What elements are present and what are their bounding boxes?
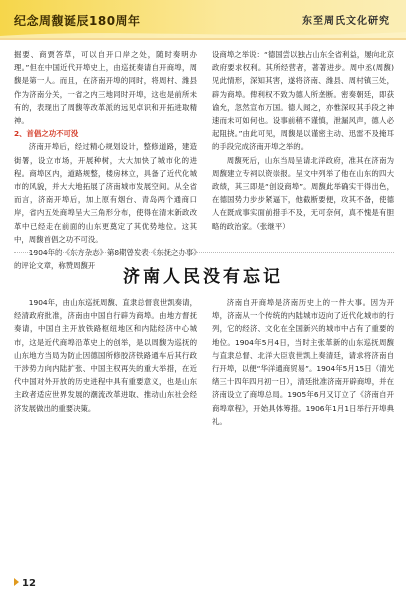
paragraph: 1904年的《东方杂志》第8期曾发表《东抚之办事》的评论文章，称赞周馥开 <box>14 248 197 271</box>
header-brand: 东至周氏文化研究 <box>302 16 390 27</box>
page-marker-icon <box>14 578 19 586</box>
paragraph: 设商埠之举说：“德国尝以独占山东全省利益，屡向北京政府要求权利。其所经营者，著著进步。周中丞(周馥)见此情形，深知其害，遂将济南、潍县、周村镇三处，辟为商埠。俾利权不致为德人所垄断。密奏朝廷，即获谕允，忽然宣布万国。德人闻之，亦惟深叹其手段之神速而未可如何也。设事前稍不谨慎，泄漏风声，德人必起阻挠。”由此可见，周馥是以谨密主动、迅雷不及掩耳的手段完成济南开埠之举的。 <box>212 50 394 152</box>
paragraph: 济南自开商埠是济南历史上的一件大事。因为开埠，济南从一个传统的内陆城市迈向了近代化城市的行列，它的经济、文化在全国新兴的城市中占有了重要的地位。1904年5月4日，当时主张革新的山东巡抚周馥与直隶总督、北洋大臣袁世凯上奏清廷，请求将济南自行开埠，以便“华洋通商贸易”。1904年5月15日（清光绪三十四年四月初一日），清廷批准济南开辟商埠，并在济南设立了商埠总局。1905年6月又订立了《济南自开商埠章程》，开始具体筹措。1906年1月1日举行开埠典礼。 <box>212 298 394 426</box>
paragraph: 掘要、商贾答草，可以自开口岸之处，随时奏明办理。”但在中国近代开埠史上，由巡抚奏请自开商埠，周馥是第一人。而且，在济南开埠的同时，将周村、潍县作为济南分关，一省之内三地同时开埠，这也是前所未有的，表现出了周馥等改革派的远见卓识和开拓进取精神。 <box>14 50 197 126</box>
section-divider <box>14 252 394 253</box>
paragraph: 1904年，由山东巡抚周馥、直隶总督袁世凯奏请，经清政府批准，济南由中国自行辟为商埠。由地方督抚奏请，中国自主开放铁路枢纽地区和内陆经济中心城市，这是近代商埠沿革史上的创举，是以周馥为巡抚的山东地方当局为防止因德国所修胶济铁路通车后其行政干涉势力向内陆扩张、中国主权再失的重大举措，在近代中国对外开放的历史进程中具有重要意义，也是山东主政者适应世界发展的潮流改革进取、推动山东社会经济发展做出的重要决策。 <box>14 298 197 413</box>
page-number-text: 12 <box>22 578 36 589</box>
header-title: 纪念周馥诞辰180周年 <box>14 14 141 28</box>
page-number <box>14 578 36 589</box>
page-header <box>0 0 406 40</box>
paragraph: 周馥死后，山东当局呈请北洋政府，准其在济南为周馥建立专祠以资崇报。呈文中列举了他在山东的四大政绩，其三即是“创设商埠”。周馥此举确实干得出色，在德国势力步步紧逼下，他截断要便，攻其不备，使德人在既成事实面前措手不及，无可奈何，真不愧是有胆略的政治家。（张继平） <box>212 155 394 231</box>
article-right-column <box>212 296 394 428</box>
paragraph: 济南开埠后，经过精心规划设计，整修道路，建造街署，设立市场，开展种树，大大加快了城市化的进程。商埠区内，道路规整，楼房林立，具备了近代化城市的风貌，并大大地拓展了济南城市发展空间。从全省而言，济南开埠后，加上原有烟台、青岛两个通商口岸，省内五处商埠呈大三角形分布，使得在清末新政改革中已经走在前面的山东更奠定了其优势地位。这其中，周馥首倡之功不可没。 <box>14 142 197 244</box>
top-left-column <box>14 48 197 272</box>
article-left-column <box>14 296 197 415</box>
top-right-column <box>212 48 394 233</box>
article-title: 济南人民没有忘记 <box>123 267 283 287</box>
section-subheading: 2、首倡之功不可没 <box>14 129 79 139</box>
